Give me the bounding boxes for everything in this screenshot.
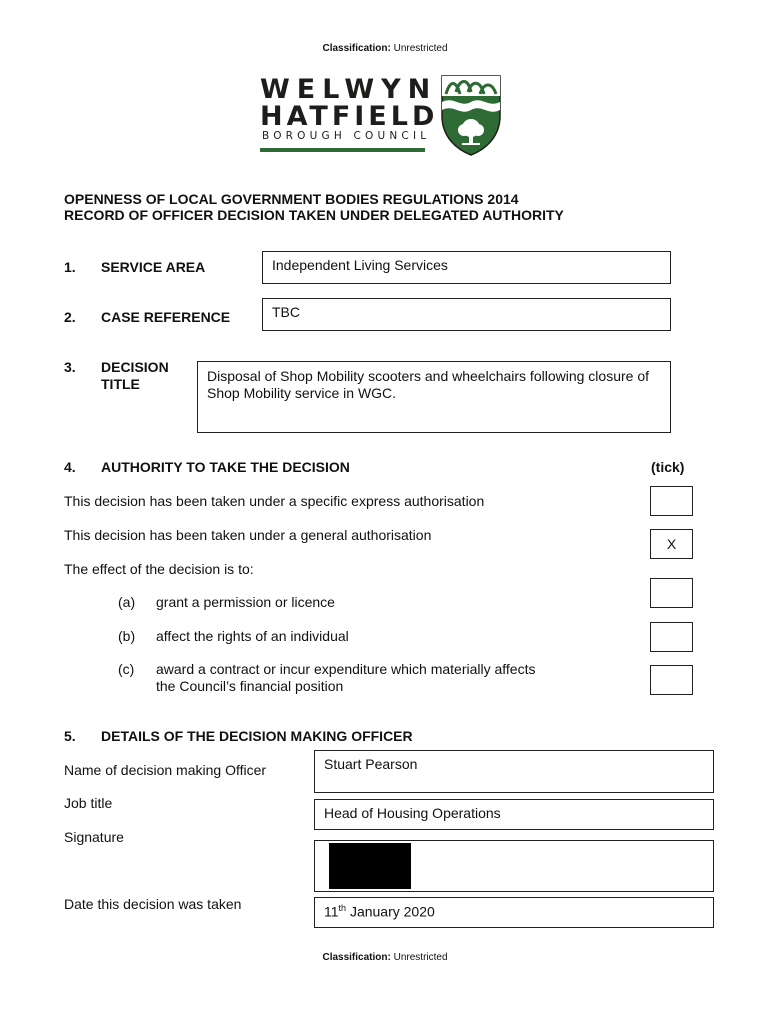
effect-c-text-line1: award a contract or incur expenditure which materially affects <box>156 661 536 677</box>
job-title-label: Job title <box>64 795 113 811</box>
decision-title-field[interactable]: Disposal of Shop Mobility scooters and wheelchairs following closure of Shop Mobility service in WGC. <box>197 361 671 433</box>
effect-b-letter: (b) <box>118 628 136 644</box>
document-title-line1: OPENNESS OF LOCAL GOVERNMENT BODIES REGULATIONS 2014 <box>64 191 519 207</box>
logo-line-borough: BOROUGH COUNCIL <box>262 130 431 142</box>
council-logo <box>256 72 508 164</box>
classification-value: Unrestricted <box>393 43 448 54</box>
date-rest: January 2020 <box>346 903 435 920</box>
date-suffix: th <box>338 903 347 913</box>
general-authorisation-text: This decision has been taken under a general authorisation <box>64 527 432 543</box>
decision-title-label-line1: DECISION <box>101 359 169 375</box>
section-1-number: 1. <box>64 259 76 275</box>
effect-a-text: grant a permission or licence <box>156 594 335 610</box>
logo-underline <box>260 148 425 152</box>
officer-name-field[interactable]: Stuart Pearson <box>314 750 714 793</box>
officer-name-label: Name of decision making Officer <box>64 762 267 778</box>
case-reference-field[interactable]: TBC <box>262 298 671 331</box>
section-5-number: 5. <box>64 728 76 744</box>
specific-authorisation-checkbox[interactable] <box>650 486 693 516</box>
decision-date-field[interactable] <box>314 897 714 928</box>
section-4-number: 4. <box>64 459 76 475</box>
job-title-field[interactable]: Head of Housing Operations <box>314 799 714 830</box>
general-authorisation-checkbox[interactable]: X <box>650 529 693 559</box>
specific-authorisation-text: This decision has been taken under a specific express authorisation <box>64 493 485 509</box>
redacted-signature <box>329 843 411 889</box>
effect-c-text-line2: the Council’s financial position <box>156 678 344 694</box>
service-area-label: SERVICE AREA <box>101 259 206 275</box>
classification-bottom <box>0 952 770 963</box>
classification-label-bottom: Classification: <box>322 952 391 963</box>
date-day: 11 <box>324 903 339 920</box>
signature-field[interactable] <box>314 840 714 892</box>
effect-b-text: affect the rights of an individual <box>156 628 349 644</box>
effect-intro-text: The effect of the decision is to: <box>64 561 254 577</box>
section-2-number: 2. <box>64 309 76 325</box>
decision-date-label: Date this decision was taken <box>64 896 242 912</box>
authority-label: AUTHORITY TO TAKE THE DECISION <box>101 459 350 475</box>
classification-label: Classification: <box>322 43 391 54</box>
effect-a-letter: (a) <box>118 594 136 610</box>
decision-title-label-line2: TITLE <box>101 376 140 392</box>
officer-details-label: DETAILS OF THE DECISION MAKING OFFICER <box>101 728 413 744</box>
tick-header: (tick) <box>651 459 685 475</box>
case-reference-label: CASE REFERENCE <box>101 309 231 325</box>
document-title-line2: RECORD OF OFFICER DECISION TAKEN UNDER DELEGATED AUTHORITY <box>64 207 564 223</box>
section-3-number: 3. <box>64 359 76 375</box>
logo-line-hatfield: HATFIELD <box>260 101 439 132</box>
service-area-field[interactable]: Independent Living Services <box>262 251 671 284</box>
effect-b-checkbox[interactable] <box>650 622 693 652</box>
effect-a-checkbox[interactable] <box>650 578 693 608</box>
council-crest-icon <box>440 72 502 156</box>
logo-line-welwyn: WELWYN <box>260 74 438 105</box>
classification-top <box>0 43 770 54</box>
classification-value-bottom: Unrestricted <box>393 952 448 963</box>
effect-c-letter: (c) <box>118 661 135 677</box>
effect-c-checkbox[interactable] <box>650 665 693 695</box>
signature-label: Signature <box>64 829 124 845</box>
